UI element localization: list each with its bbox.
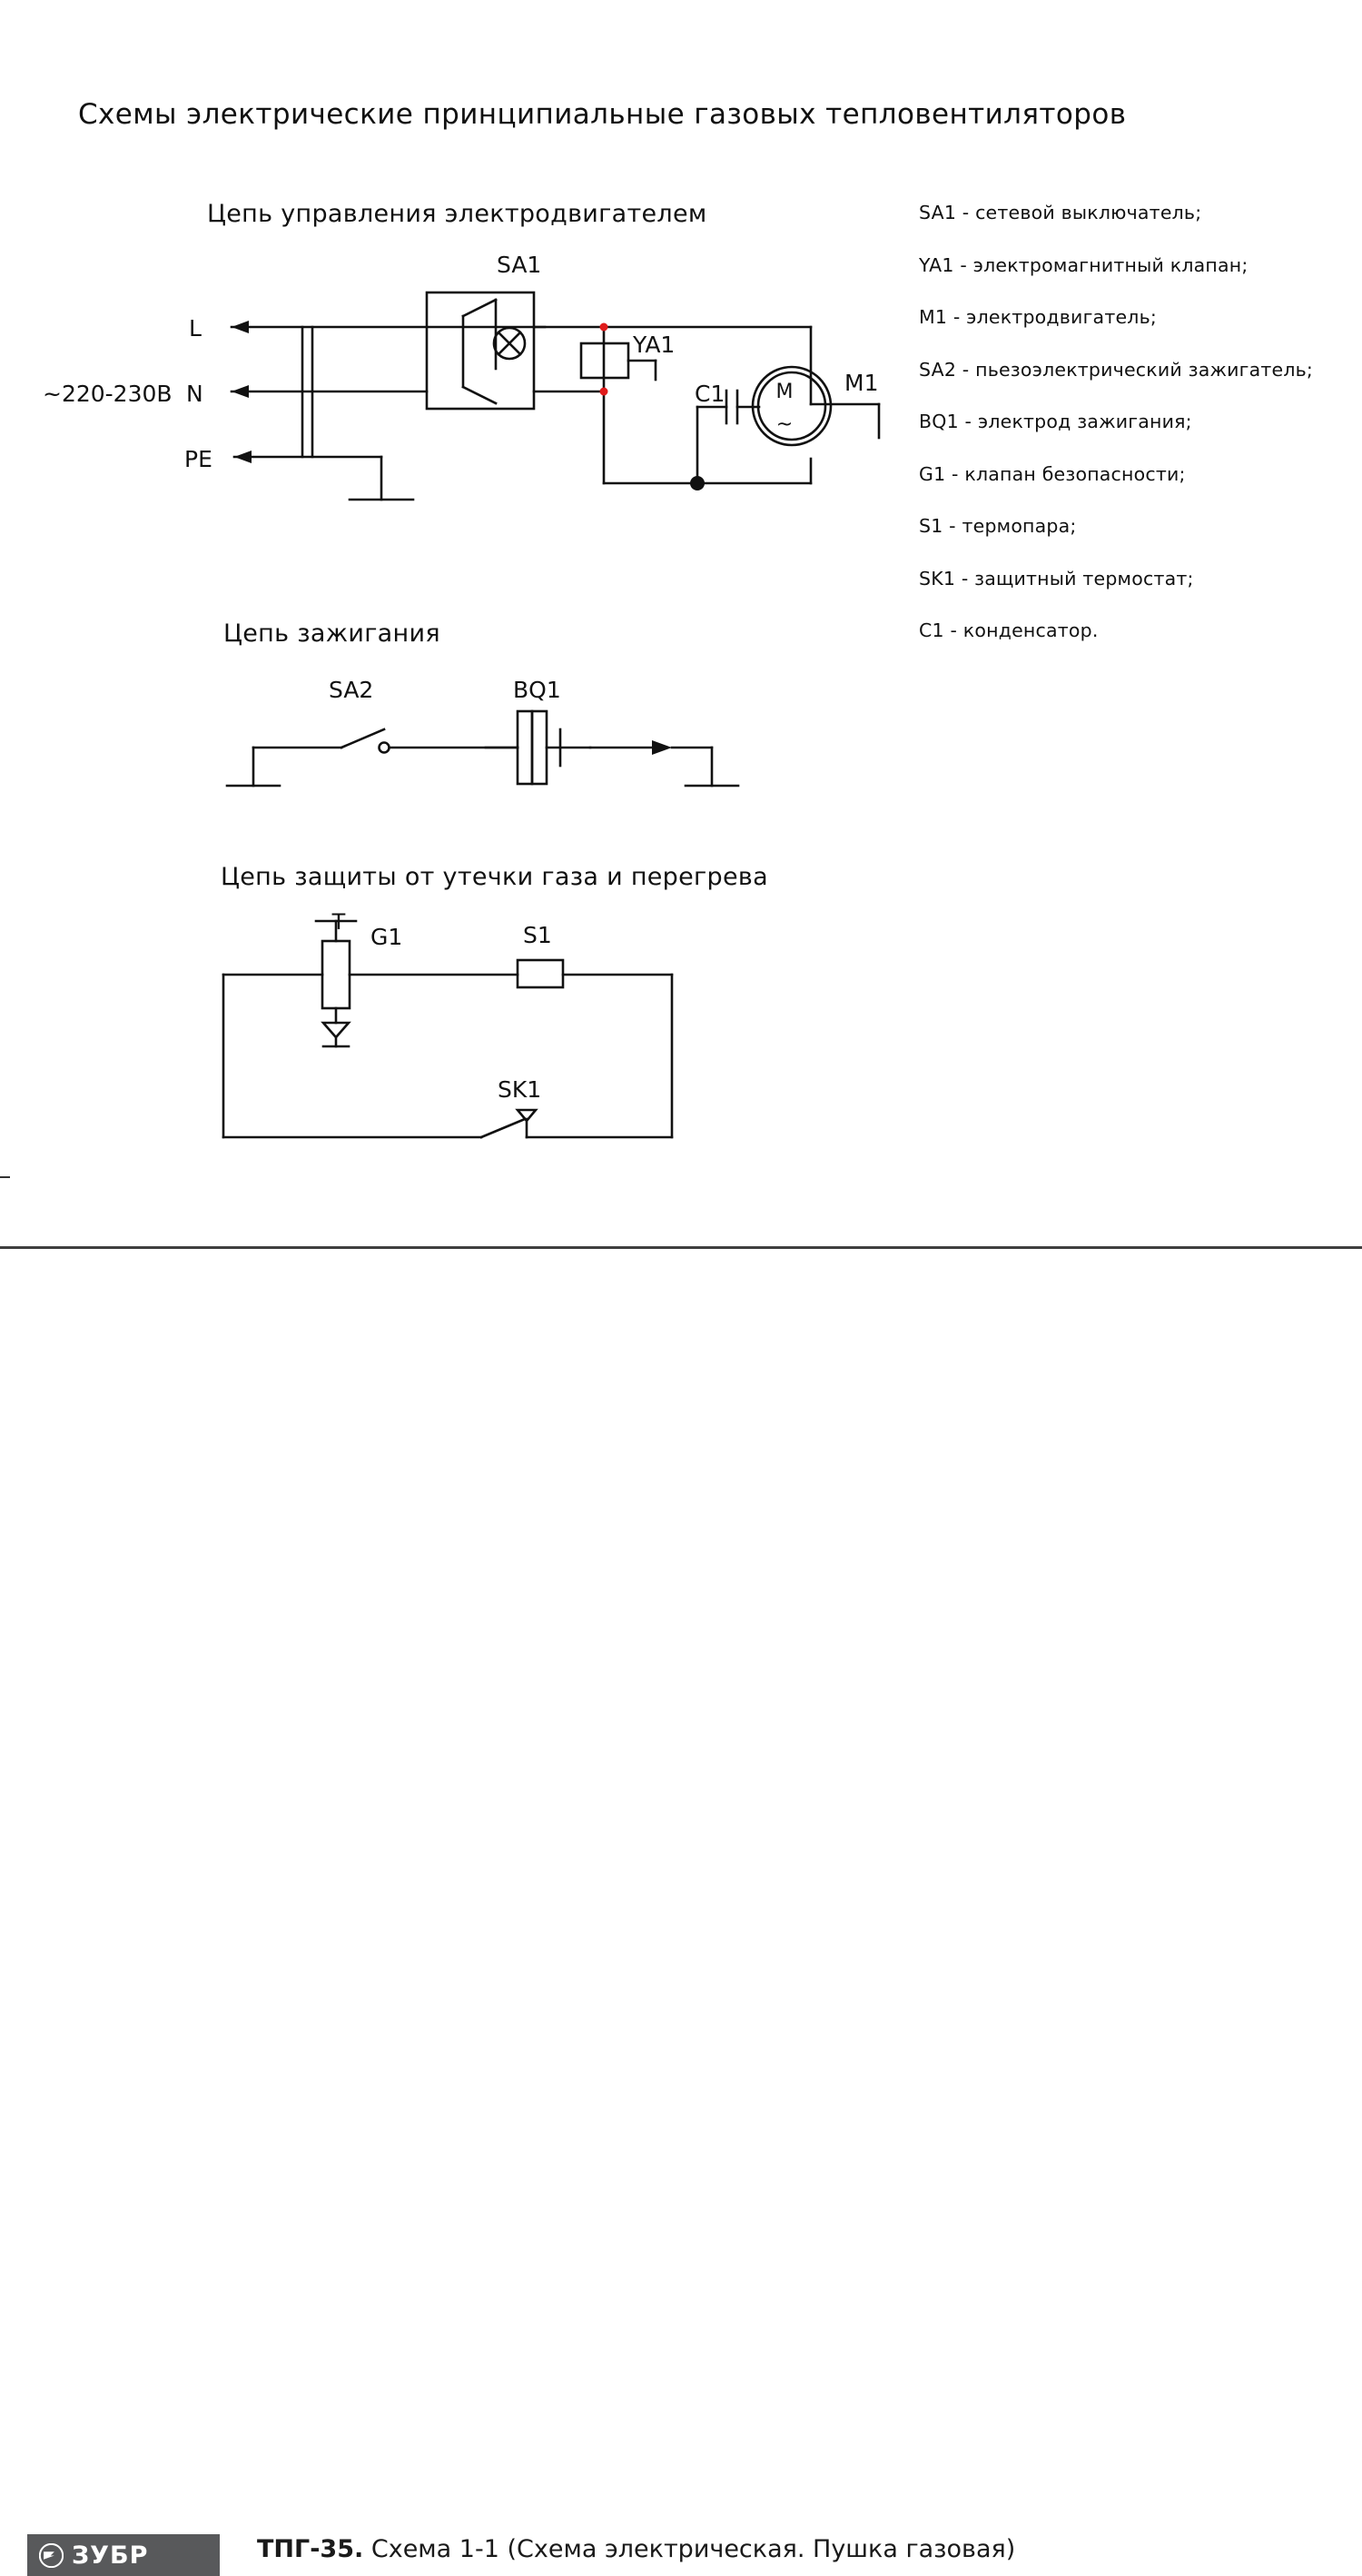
- supply-voltage-label: ~220-230В: [43, 381, 173, 407]
- bq1-plate-b: [532, 711, 547, 784]
- ignition-diagram: [163, 672, 981, 872]
- terminal-label-L: L: [189, 315, 202, 342]
- terminal-label-PE: PE: [184, 446, 212, 472]
- brand-arrow-icon: [39, 2543, 64, 2568]
- legend-item: SA2 - пьезоэлектрический зажигатель;: [919, 358, 1314, 381]
- component-label-G1: G1: [370, 924, 403, 950]
- section-title-ignition: Цепь зажигания: [223, 619, 440, 648]
- component-label-SK1: SK1: [498, 1076, 542, 1103]
- page-title: Схемы электрические принципиальные газовых тепловентиляторов: [78, 98, 1127, 131]
- edge-tick-mark: [0, 1176, 10, 1178]
- legend-item: SK1 - защитный термостат;: [919, 567, 1194, 590]
- arrow-L-icon: [232, 321, 249, 333]
- legend-item: SA1 - сетевой выключатель;: [919, 202, 1202, 223]
- legend-item: BQ1 - электрод зажигания;: [919, 411, 1192, 432]
- junction-dot-ya1-bottom: [600, 388, 608, 396]
- footer: [0, 1249, 1362, 2570]
- footer-model: ТПГ-35.: [257, 2535, 364, 2563]
- component-label-S1: S1: [523, 922, 552, 948]
- component-label-C1: C1: [695, 381, 725, 407]
- legend-item: C1 - конденсатор.: [919, 619, 1099, 641]
- brand-logo: [27, 2534, 220, 2576]
- legend-item: S1 - термопара;: [919, 515, 1077, 537]
- component-label-SA2: SA2: [329, 677, 374, 703]
- spark-arrow-icon: [652, 740, 672, 755]
- motor-symbol-ac: ~: [775, 413, 794, 436]
- g1-body: [322, 941, 350, 1008]
- arrow-PE-icon: [234, 451, 252, 463]
- bq1-plate-a: [518, 711, 532, 784]
- sa2-contact-dot: [380, 743, 390, 753]
- sa2-blade: [341, 729, 384, 748]
- section-title-motor-control: Цепь управления электродвигателем: [207, 200, 707, 228]
- terminal-label-N: N: [186, 381, 203, 407]
- sa1-blade-bottom: [463, 387, 496, 403]
- component-label-YA1: YA1: [633, 332, 676, 358]
- legend-item: G1 - клапан безопасности;: [919, 462, 1186, 485]
- brand-name: ЗУБР: [72, 2541, 149, 2570]
- legend-item: YA1 - электромагнитный клапан;: [919, 253, 1248, 276]
- footer-caption: [257, 2535, 1015, 2563]
- motor-symbol-M: M: [775, 381, 794, 403]
- sa1-blade-top: [463, 300, 496, 316]
- s1-body: [518, 960, 563, 987]
- section-title-protection: Цепь защиты от утечки газа и перегрева: [221, 863, 768, 891]
- component-label-SA1: SA1: [497, 252, 542, 278]
- sk1-contact-arrow: [518, 1110, 536, 1121]
- legend-list: [919, 203, 1346, 674]
- protection-diagram: [163, 908, 981, 1199]
- junction-dot-ya1-top: [600, 323, 608, 332]
- component-label-BQ1: BQ1: [513, 677, 561, 703]
- footer-caption-text: Схема 1-1 (Схема электрическая. Пушка газовая): [370, 2535, 1016, 2563]
- sk1-blade: [481, 1119, 525, 1137]
- g1-symbol-T: T: [331, 909, 346, 935]
- legend-item: M1 - электродвигатель;: [919, 306, 1157, 328]
- g1-valve-triangle: [323, 1023, 349, 1037]
- junction-dot-c1: [690, 476, 705, 490]
- arrow-N-icon: [232, 385, 249, 398]
- component-label-M1: M1: [844, 370, 879, 396]
